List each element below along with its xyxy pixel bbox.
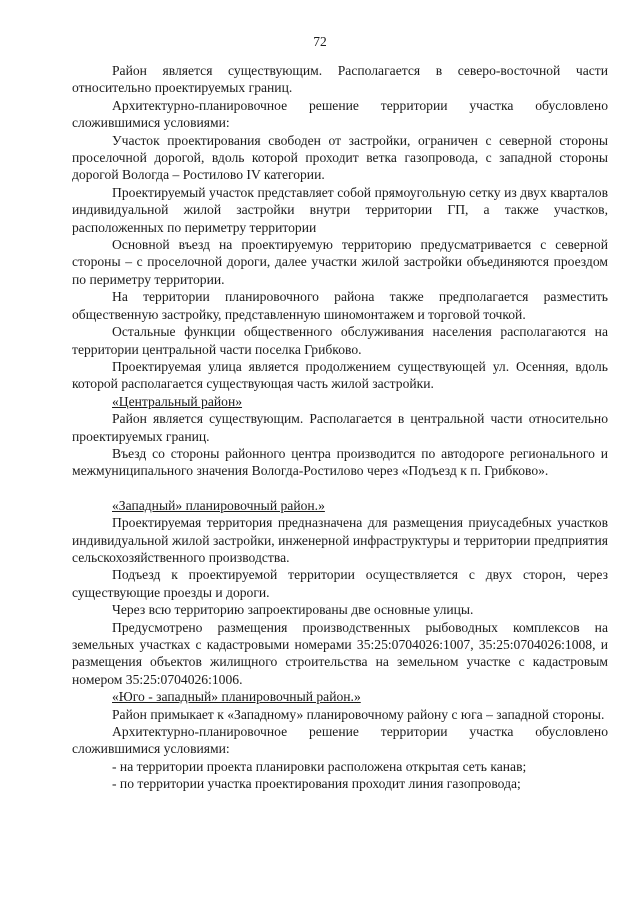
paragraph: Остальные функции общественного обслуживания населения располагаются на территории центральной части поселка Грибково. xyxy=(72,324,608,357)
document-body xyxy=(72,62,608,793)
section-heading-western: «Западный» планировочный район.» xyxy=(112,497,325,513)
paragraph: Через всю территорию запроектированы две основные улицы. xyxy=(112,602,474,618)
paragraph: Предусмотрено размещения производственных рыбоводных комплексов на земельных участках с кадастровыми номерами 35:25:0704026:1007, 35:25:0704026:1008, и размещения объектов жилищного строительства на земельном участке с кадастровым номером 35:25:0704026:1006. xyxy=(72,619,608,687)
paragraph: Район является существующим. Располагается в центральной части относительно проектируемых границ. xyxy=(72,411,608,444)
paragraph: Проектируемая территория предназначена для размещения приусадебных участков индивидуальной жилой застройки, инженерной инфраструктуры и территории предприятия сельскохозяйственного производства. xyxy=(72,515,608,565)
paragraph: Участок проектирования свободен от застройки, ограничен с северной стороны проселочной дорогой, вдоль которой проходит ветка газопровода, с западной стороны дорогой Вологда – Ростилово IV категории. xyxy=(72,132,608,183)
list-item: - по территории участка проектирования проходит линия газопровода; xyxy=(112,776,521,792)
section-heading-central: «Центральный район» xyxy=(112,393,243,409)
paragraph: На территории планировочного района также предполагается разместить общественную застройку, представленную шиномонтажем и торговой точкой. xyxy=(72,289,608,322)
paragraph: Проектируемая улица является продолжением существующей ул. Осенняя, вдоль которой располагается существующая часть жилой застройки. xyxy=(72,358,608,392)
paragraph: Подъезд к проектируемой территории осуществляется с двух сторон, через существующие проезды и дороги. xyxy=(72,567,608,600)
paragraph: Основной въезд на проектируемую территорию предусматривается с северной стороны – с проселочной дороги, далее участки жилой застройки объединяются проездом по периметру территории. xyxy=(72,237,608,287)
paragraph: Архитектурно-планировочное решение территории участка обусловлено сложившимися условиями: xyxy=(72,97,608,131)
paragraph: Архитектурно-планировочное решение территории участка обусловлено сложившимися условиями: xyxy=(72,724,608,757)
paragraph: Проектируемый участок представляет собой прямоугольную сетку из двух кварталов индивидуальной жилой застройки внутри территории ГП, а также участков, расположенных по периметру территории xyxy=(72,184,608,235)
paragraph: Въезд со стороны районного центра производится по автодороге регионального и межмуниципального значения Вологда-Ростилово через «Подъезд к п. Грибково». xyxy=(72,445,608,479)
list-item: - на территории проекта планировки расположена открытая сеть канав; xyxy=(112,758,527,774)
paragraph: Район является существующим. Располагается в северо-восточной части относительно проектируемых границ. xyxy=(72,63,608,96)
page-number: 72 xyxy=(313,34,327,49)
paragraph: Район примыкает к «Западному» планировочному району с юга – западной стороны. xyxy=(112,706,605,722)
section-heading-south-western: «Юго - западный» планировочный район.» xyxy=(112,689,361,705)
